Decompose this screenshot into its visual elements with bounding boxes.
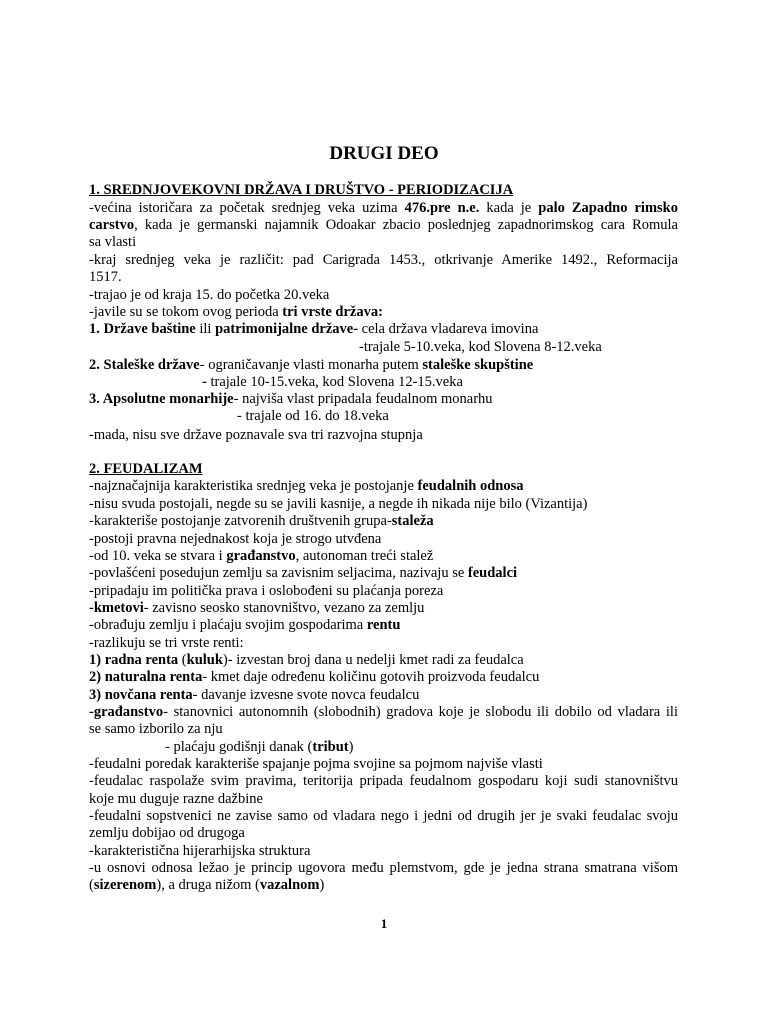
s1-line-2: carstvo, kada je germanski najamnik Odoakar zbacio poslednjeg zapadnorimskog cara Romula	[89, 217, 678, 233]
s2-line-17: -feudalni poredak karakteriše spajanje pojma svojine sa pojmom najviše vlasti	[89, 756, 543, 772]
s2-line-9: -obrađuju zemlju i plaćaju svojim gospodarima rentu	[89, 617, 401, 633]
s1-line-12: 3. Apsolutne monarhije- najviša vlast pripadala feudalnom monarhu	[89, 391, 493, 407]
s1-line-14: -mada, nisu sve države poznavale sva tri razvojna stupnja	[89, 427, 423, 443]
s2-line-16: - plaćaju godišnji danak (tribut)	[165, 739, 354, 755]
s1-line-8: 1. Države baštine ili patrimonijalne države- cela država vladareva imovina	[89, 321, 539, 337]
page-title: DRUGI DEO	[329, 143, 439, 164]
s1-line-10: 2. Staleške države- ograničavanje vlasti monarha putem staleške skupštine	[89, 357, 534, 373]
s2-line-3: -karakteriše postojanje zatvorenih društvenih grupa-staleža	[89, 513, 434, 529]
s2-line-21: zemlju dobijao od drugoga	[89, 825, 245, 841]
s2-line-2: -nisu svuda postojali, negde su se javili kasnije, a negde ih nikada nije bilo (Vizantija)	[89, 496, 588, 512]
s1-line-11: - trajale 10-15.veka, kod Slovena 12-15.veka	[202, 374, 463, 390]
s1-line-13: - trajale od 16. do 18.veka	[237, 408, 389, 424]
page-number: 1	[380, 916, 388, 931]
s2-line-23: -u osnovi odnosa ležao je princip ugovora među plemstvom, gde je jedna strana smatrana višom	[89, 860, 678, 876]
s2-line-22: -karakteristična hijerarhijska struktura	[89, 843, 311, 859]
s1-line-7: -javile su se tokom ovog perioda tri vrste država:	[89, 304, 383, 320]
s1-line-3: sa vlasti	[89, 234, 137, 250]
s1-line-1: -većina istoričara za početak srednjeg veka uzima 476.pre n.e. kada je palo Zapadno rimsko	[89, 200, 678, 216]
section-1-heading: 1. SREDNJOVEKOVNI DRŽAVA I DRUŠTVO - PERIODIZACIJA	[89, 182, 514, 198]
s2-line-6: -povlašćeni posedujun zemlju sa zavisnim seljacima, nazivaju se feudalci	[89, 565, 518, 581]
s2-line-7: -pripadaju im politička prava i oslobođeni su plaćanja poreza	[89, 583, 444, 599]
s2-line-20: -feudalni sopstvenici ne zavise samo od vladara nego i jedni od drugih jer je svaki feudalac svoju	[89, 808, 678, 824]
s2-line-1: -najznačajnija karakteristika srednjeg veka je postojanje feudalnih odnosa	[89, 478, 524, 494]
s2-line-14: -građanstvo- stanovnici autonomnih (slobodnih) gradova koje je slobodu ili dobilo od vladara ili	[89, 704, 678, 720]
s2-line-11: 1) radna renta (kuluk)- izvestan broj dana u nedelji kmet radi za feudalca	[89, 652, 524, 668]
s1-line-4: -kraj srednjeg veka je različit: pad Carigrada 1453., otkrivanje Amerike 1492., Reformacija	[89, 252, 678, 268]
s2-line-4: -postoji pravna nejednakost koja je strogo utvđena	[89, 531, 382, 547]
s2-line-8: -kmetovi- zavisno seosko stanovništvo, vezano za zemlju	[89, 600, 425, 616]
s1-line-6: -trajao je od kraja 15. do početka 20.veka	[89, 287, 330, 303]
s2-line-18: -feudalac raspolaže svim pravima, teritorija pripada feudalnom gospodaru koji sudi stanovništvu	[89, 773, 678, 789]
s2-line-24: (sizerenom), a druga nižom (vazalnom)	[89, 877, 325, 893]
s2-line-19: koje mu duguje razne dažbine	[89, 791, 263, 807]
s2-line-5: -od 10. veka se stvara i građanstvo, autonoman treći stalež	[89, 548, 434, 564]
s2-line-13: 3) novčana renta- davanje izvesne svote novca feudalcu	[89, 687, 420, 703]
section-2-heading: 2. FEUDALIZAM	[89, 461, 203, 477]
s2-line-15: se samo izborilo za nju	[89, 721, 223, 737]
s1-line-9: -trajale 5-10.veka, kod Slovena 8-12.veka	[359, 339, 602, 355]
s2-line-12: 2) naturalna renta- kmet daje određenu količinu gotovih proizvoda feudalcu	[89, 669, 540, 685]
s1-line-5: 1517.	[89, 269, 122, 285]
s2-line-10: -razlikuju se tri vrste renti:	[89, 635, 244, 651]
